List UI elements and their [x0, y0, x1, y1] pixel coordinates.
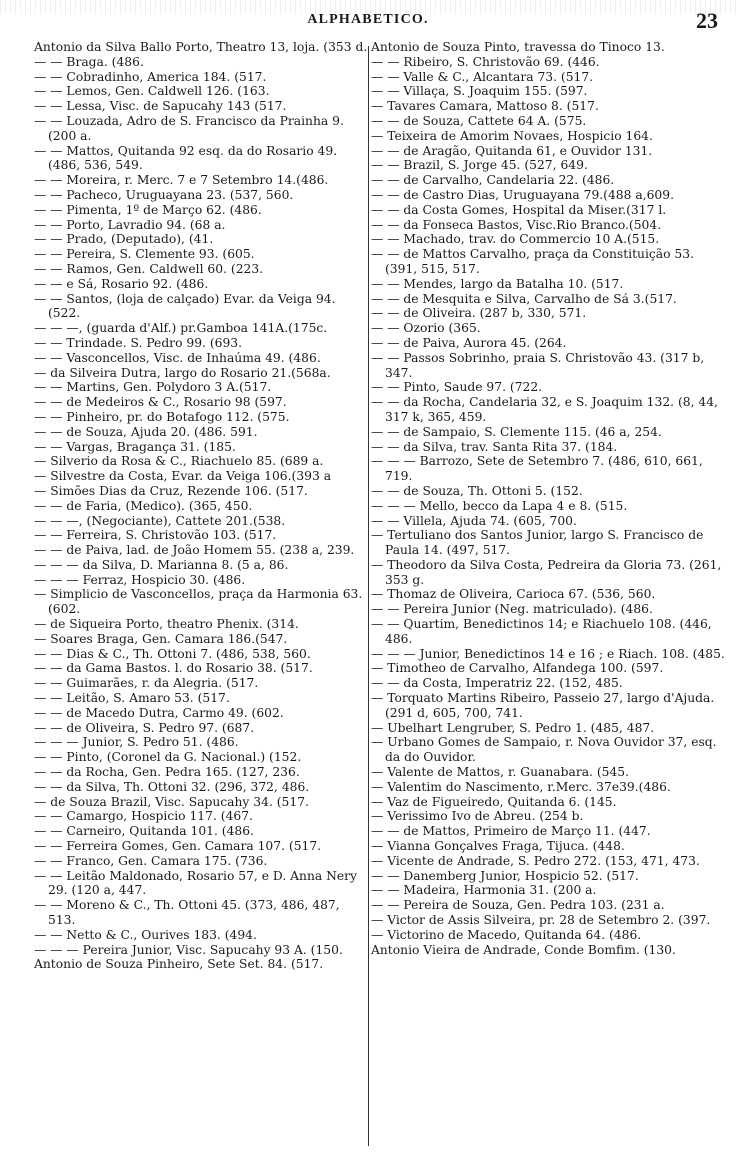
directory-entry: — — — Barrozo, Sete de Setembro 7. (486, 610, 661, 719.	[371, 454, 703, 484]
directory-entry: — — Mattos, Quitanda 92 esq. da do Rosario 49. (486, 536, 549.	[34, 143, 338, 173]
directory-entry: — — Cobradinho, America 184. (517.	[34, 69, 267, 84]
directory-entry: — de Siqueira Porto, theatro Phenix. (314.	[34, 617, 299, 632]
left-column	[34, 40, 368, 1150]
directory-entry: — — de Sampaio, S. Clemente 115. (46 a, 254.	[371, 424, 662, 439]
directory-entry: — — — Mello, becco da Lapa 4 e 8. (515.	[371, 498, 628, 513]
directory-entry: — — Lessa, Visc. de Sapucahy 143 (517.	[34, 99, 287, 114]
directory-entry: — — Martins, Gen. Polydoro 3 A.(517.	[34, 380, 272, 395]
directory-entry: — — — Junior, S. Pedro 51. (486.	[34, 735, 239, 750]
directory-entry: — — Santos, (loja de calçado) Evar. da Veiga 94. (522.	[34, 291, 336, 321]
directory-entry: — Vianna Gonçalves Fraga, Tijuca. (448.	[371, 839, 625, 854]
directory-entry: — — Ramos, Gen. Caldwell 60. (223.	[34, 261, 264, 276]
directory-entry: — — Ribeiro, S. Christovão 69. (446.	[371, 54, 600, 69]
directory-entry: — — de Macedo Dutra, Carmo 49. (602.	[34, 705, 284, 720]
directory-entry: — — de Aragão, Quitanda 61, e Ouvidor 131.	[371, 143, 653, 158]
directory-entry: — — —, (guarda d'Alf.) pr.Gamboa 141A.(175c.	[34, 321, 328, 336]
directory-entry: — Timotheo de Carvalho, Alfandega 100. (597.	[371, 661, 664, 676]
directory-entry: — — Moreno & C., Th. Ottoni 45. (373, 486, 487, 513.	[34, 898, 340, 928]
directory-entry: — — de Faria, (Medico). (365, 450.	[34, 498, 253, 513]
page-number: 23	[696, 8, 718, 33]
directory-entry: — Silvestre da Costa, Evar. da Veiga 106.(393 a	[34, 469, 332, 484]
directory-entry: — — da Rocha, Candelaria 32, e S. Joaquim 132. (8, 44, 317 k, 365, 459.	[371, 395, 718, 424]
directory-entry: — — Madeira, Harmonia 31. (200 a.	[371, 883, 597, 898]
directory-entry: — Torquato Martins Ribeiro, Passeio 27, largo d'Ajuda. (291 d, 605, 700, 741.	[371, 691, 715, 720]
directory-entry: — — Leitão, S. Amaro 53. (517.	[34, 691, 230, 706]
directory-entry: — — Prado, (Deputado), (41.	[34, 232, 214, 247]
directory-entry: — — de Souza, Th. Ottoni 5. (152.	[371, 483, 583, 498]
directory-entry: — — Louzada, Adro de S. Francisco da Prainha 9. (200 a.	[34, 113, 344, 143]
directory-entry: — — Villela, Ajuda 74. (605, 700.	[371, 513, 577, 528]
directory-entry: — de Souza Brazil, Visc. Sapucahy 34. (517.	[34, 794, 309, 809]
directory-entry: — Urbano Gomes de Sampaio, r. Nova Ouvidor 37, esq. da do Ouvidor.	[371, 735, 717, 765]
directory-entry: — — Quartim, Benedictinos 14; e Riachuelo 108. (446, 486.	[371, 617, 712, 646]
directory-entry: — Victor de Assis Silveira, pr. 28 de Setembro 2. (397.	[371, 913, 711, 928]
directory-entry: — — Ferreira Gomes, Gen. Camara 107. (517.	[34, 839, 322, 854]
directory-entry: — — de Mattos, Primeiro de Março 11. (447.	[371, 824, 651, 839]
directory-entry: — — Netto & C., Ourives 183. (494.	[34, 927, 257, 942]
directory-entry: — Teixeira de Amorim Novaes, Hospicio 164.	[371, 128, 653, 143]
directory-entry: — — da Gama Bastos. l. do Rosario 38. (517.	[34, 661, 313, 676]
directory-entry: — — Pimenta, 1º de Março 62. (486.	[34, 202, 262, 217]
directory-entry: — — Dias & C., Th. Ottoni 7. (486, 538, 560.	[34, 646, 311, 661]
directory-entry: — — Pereira Junior (Neg. matriculado). (486.	[371, 602, 653, 617]
directory-entry: — — da Costa, Imperatriz 22. (152, 485.	[371, 676, 623, 691]
directory-entry: — Simplicio de Vasconcellos, praça da Harmonia 63. (602.	[34, 587, 363, 617]
directory-entry: — — de Oliveira. (287 b, 330, 571.	[371, 306, 587, 321]
directory-entry: — — da Costa Gomes, Hospital da Miser.(317 l.	[371, 202, 667, 217]
directory-entry: — — Pereira, S. Clemente 93. (605.	[34, 247, 255, 262]
directory-entry: — — — Ferraz, Hospicio 30. (486.	[34, 572, 246, 587]
directory-entry: — — Valle & C., Alcantara 73. (517.	[371, 69, 594, 84]
directory-entry: — Theodoro da Silva Costa, Pedreira da Gloria 73. (261, 353 g.	[371, 557, 722, 587]
directory-entry: — Ubelhart Lengruber, S. Pedro 1. (485, 487.	[371, 720, 655, 735]
directory-entry: — — Pinto, (Coronel da G. Nacional.) (152.	[34, 750, 302, 765]
directory-entry: — — de Medeiros & C., Rosario 98 (597.	[34, 395, 287, 410]
directory-entry: Antonio de Souza Pinto, travessa do Tinoco 13.	[371, 40, 665, 54]
directory-entry: — — de Castro Dias, Uruguayana 79.(488 a,609.	[371, 187, 674, 202]
directory-entry: — — da Rocha, Gen. Pedra 165. (127, 236.	[34, 765, 300, 780]
directory-entry: — — Ozorio (365.	[371, 321, 481, 336]
directory-entry: — — —, (Negociante), Cattete 201.(538.	[34, 513, 286, 528]
directory-entry: — — de Oliveira, S. Pedro 97. (687.	[34, 720, 255, 735]
directory-entry: — Soares Braga, Gen. Camara 186.(547.	[34, 631, 288, 646]
directory-entry: — — — Junior, Benedictinos 14 e 16 ; e Riach. 108. (485.	[371, 646, 725, 661]
directory-entry: — — — da Silva, D. Marianna 8. (5 a, 86.	[34, 557, 289, 572]
directory-entry: — Simões Dias da Cruz, Rezende 106. (517.	[34, 483, 308, 498]
directory-entry: — — Braga. (486.	[34, 54, 144, 69]
directory-entry: — — Carneiro, Quitanda 101. (486.	[34, 824, 254, 839]
directory-entry: Antonio de Souza Pinheiro, Sete Set. 84. (517.	[34, 957, 324, 972]
column-divider	[368, 46, 369, 1146]
directory-entry: — — de Souza, Ajuda 20. (486. 591.	[34, 424, 258, 439]
directory-entry: — Thomaz de Oliveira, Carioca 67. (536, 560.	[371, 587, 656, 602]
directory-entry: Antonio Vieira de Andrade, Conde Bomfim. (130.	[371, 942, 676, 957]
directory-entry: — — Pinheiro, pr. do Botafogo 112. (575.	[34, 409, 290, 424]
directory-entry: — — Trindade. S. Pedro 99. (693.	[34, 335, 243, 350]
directory-entry: — — Vasconcellos, Visc. de Inhaúma 49. (486.	[34, 350, 321, 365]
running-title: ALPHABETICO.	[307, 12, 429, 27]
directory-entry: — — Villaça, S. Joaquim 155. (597.	[371, 84, 588, 99]
directory-entry: — — Lemos, Gen. Caldwell 126. (163.	[34, 84, 270, 99]
directory-entry: — — Vargas, Bragança 31. (185.	[34, 439, 236, 454]
directory-entry: — Tertuliano dos Santos Junior, largo S. Francisco de Paula 14. (497, 517.	[371, 528, 704, 558]
directory-entry: — — de Mesquita e Silva, Carvalho de Sá 3.(517.	[371, 291, 677, 306]
directory-entry: — — de Mattos Carvalho, praça da Constituição 53. (391, 515, 517.	[371, 247, 694, 276]
directory-entry: — — de Paiva, Aurora 45. (264.	[371, 335, 567, 350]
directory-entry: — — Pinto, Saude 97. (722.	[371, 380, 543, 395]
directory-entry: — — Machado, trav. do Commercio 10 A.(515.	[371, 232, 660, 247]
directory-entry: — — — Pereira Junior, Visc. Sapucahy 93 A. (150.	[34, 942, 343, 957]
right-column	[371, 40, 728, 1150]
directory-entry: — — Camargo, Hospicio 117. (467.	[34, 809, 253, 824]
directory-entry: — — Brazil, S. Jorge 45. (527, 649.	[371, 158, 588, 173]
directory-entry: — da Silveira Dutra, largo do Rosario 21.(568a.	[34, 365, 331, 380]
directory-entry: — — Guimarães, r. da Alegria. (517.	[34, 676, 259, 691]
directory-entry: — Vicente de Andrade, S. Pedro 272. (153, 471, 473.	[371, 853, 700, 868]
directory-entry: — — de Souza, Cattete 64 A. (575.	[371, 113, 587, 128]
directory-entry: — — Moreira, r. Merc. 7 e 7 Setembro 14.(486.	[34, 173, 329, 188]
directory-entry: — — Ferreira, S. Christovão 103. (517.	[34, 528, 277, 543]
directory-entry: — — Passos Sobrinho, praia S. Christovão 43. (317 b, 347.	[371, 350, 705, 380]
directory-entry: — — de Carvalho, Candelaria 22. (486.	[371, 173, 615, 188]
directory-entry: — — Pereira de Souza, Gen. Pedra 103. (231 a.	[371, 898, 665, 913]
directory-entry: Antonio da Silva Ballo Porto, Theatro 13, loja. (353 d.	[34, 40, 368, 54]
directory-entry: — — da Silva, trav. Santa Rita 37. (184.	[371, 439, 618, 454]
directory-entry: — — Porto, Lavradio 94. (68 a.	[34, 217, 226, 232]
directory-entry: — Verissimo Ivo de Abreu. (254 b.	[371, 809, 584, 824]
directory-entry: — Victorino de Macedo, Quitanda 64. (486.	[371, 927, 642, 942]
directory-entry: — — Leitão Maldonado, Rosario 57, e D. Anna Nery 29. (120 a, 447.	[34, 868, 357, 898]
directory-entry: — — Danemberg Junior, Hospicio 52. (517.	[371, 868, 639, 883]
directory-entry: — — de Paiva, lad. de João Homem 55. (238 a, 239.	[34, 543, 355, 558]
directory-entry: — Valentim do Nascimento, r.Merc. 37e39.(486.	[371, 779, 671, 794]
directory-entry: — — e Sá, Rosario 92. (486.	[34, 276, 209, 291]
directory-entry: — — da Silva, Th. Ottoni 32. (296, 372, 486.	[34, 779, 310, 794]
directory-entry: — Valente de Mattos, r. Guanabara. (545.	[371, 765, 630, 780]
directory-entry: — Silverio da Rosa & C., Riachuelo 85. (689 a.	[34, 454, 324, 469]
directory-entry: — — Pacheco, Uruguayana 23. (537, 560.	[34, 187, 294, 202]
directory-entry: — Tavares Camara, Mattoso 8. (517.	[371, 99, 599, 114]
directory-entry: — Vaz de Figueiredo, Quitanda 6. (145.	[371, 794, 617, 809]
directory-entry: — — da Fonseca Bastos, Visc.Rio Branco.(504.	[371, 217, 662, 232]
directory-entry: — — Mendes, largo da Batalha 10. (517.	[371, 276, 624, 291]
directory-entry: — — Franco, Gen. Camara 175. (736.	[34, 853, 268, 868]
